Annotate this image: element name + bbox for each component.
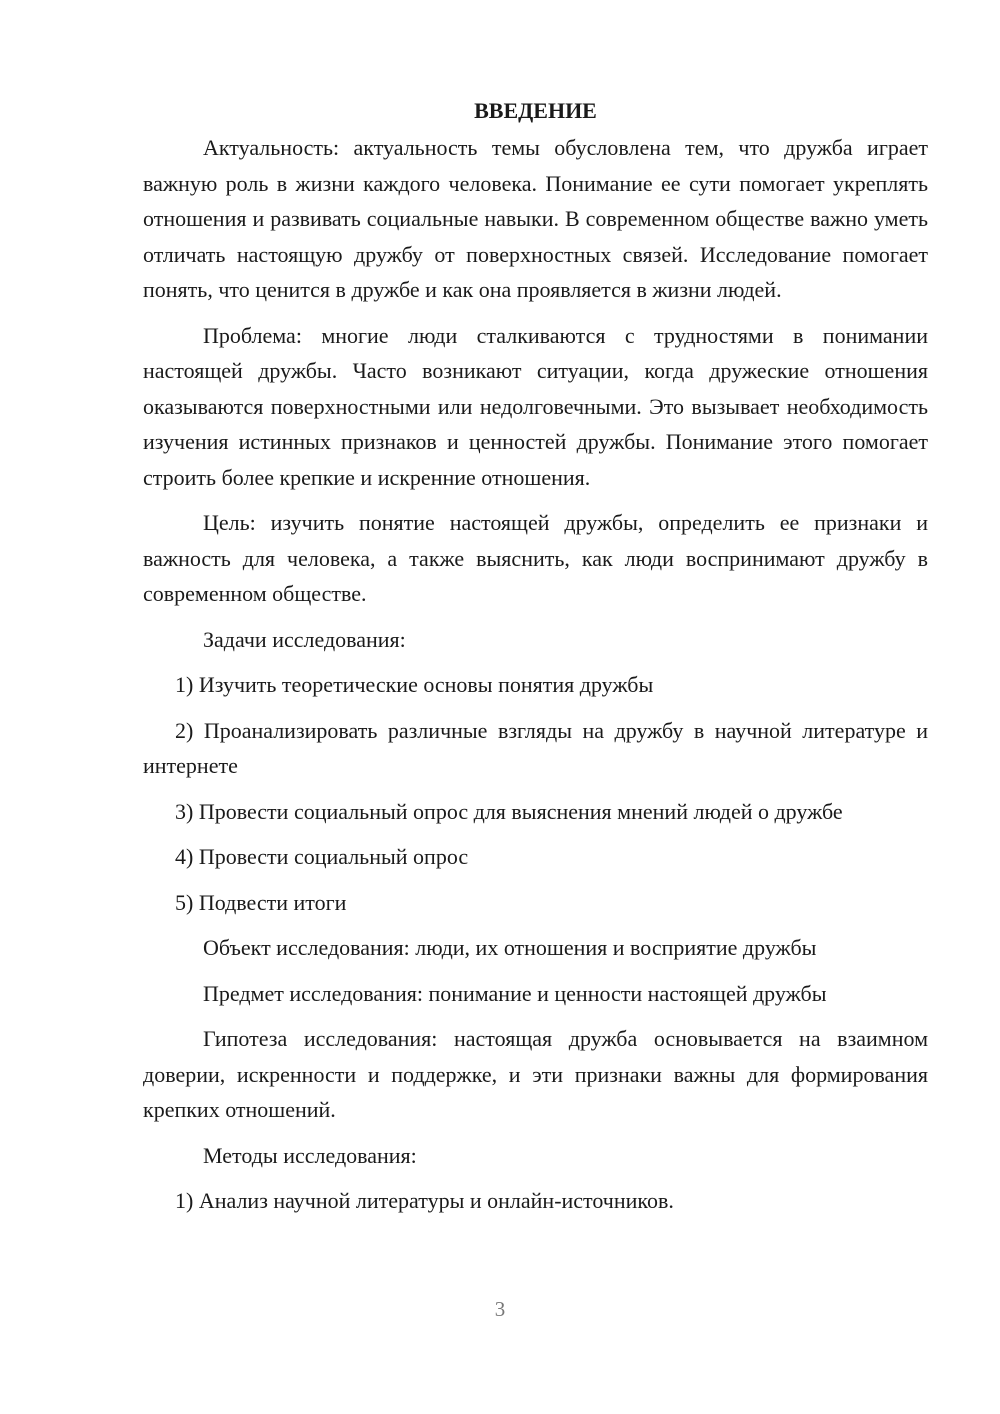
problem-paragraph: Проблема: многие люди сталкиваются с трудностями в понимании настоящей дружбы. Часто возникают ситуации, когда дружеские отношения оказываются поверхностными или недолговечными. Это вызывает необходимость изучения истинных признаков и ценностей дружбы. Понимание этого помогает строить более крепкие и искренние отношения. — [143, 322, 928, 490]
document-page — [143, 96, 928, 1229]
method-item: 1) Анализ научной литературы и онлайн-источников. — [175, 1188, 674, 1213]
task-item: 4) Провести социальный опрос — [175, 844, 469, 869]
task-item: 2) Проанализировать различные взгляды на дружбу в научной литературе и интернете — [143, 717, 928, 778]
tasks-title: Задачи исследования: — [203, 626, 406, 652]
task-item: 3) Провести социальный опрос для выяснения мнений людей о дружбе — [175, 798, 843, 824]
relevance-paragraph: Актуальность: актуальность темы обусловлена тем, что дружба играет важную роль в жизни каждого человека. Понимание ее сути помогает укреплять отношения и развивать социальные навыки. В современном обществе важно уметь отличать настоящую дружбу от поверхностных связей. Исследование помогает понять, что ценится в дружбе и как она проявляется в жизни людей. — [143, 135, 928, 302]
section-heading: ВВЕДЕНИЕ — [474, 98, 597, 123]
task-item: 1) Изучить теоретические основы понятия дружбы — [175, 672, 654, 697]
object-paragraph: Объект исследования: люди, их отношения и восприятие дружбы — [203, 935, 817, 960]
methods-title: Методы исследования: — [203, 1142, 417, 1168]
page-number: 3 — [494, 1297, 506, 1321]
task-item: 5) Подвести итоги — [175, 889, 347, 915]
hypothesis-paragraph: Гипотеза исследования: настоящая дружба основывается на взаимном доверии, искренности и поддержке, и эти признаки важны для формирования крепких отношений. — [143, 1026, 928, 1122]
subject-paragraph: Предмет исследования: понимание и ценности настоящей дружбы — [203, 980, 827, 1006]
goal-paragraph: Цель: изучить понятие настоящей дружбы, определить ее признаки и важность для человека, а также выяснить, как люди воспринимают дружбу в современном обществе. — [143, 510, 928, 606]
